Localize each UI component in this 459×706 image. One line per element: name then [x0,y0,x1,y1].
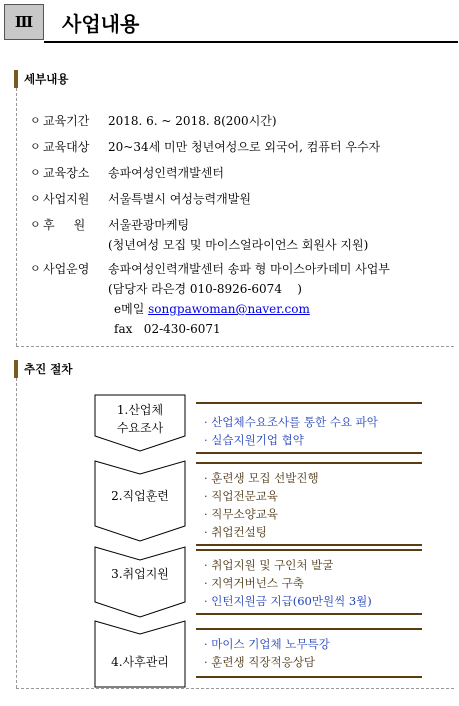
step-title: 3.취업지원 [111,567,169,581]
step-item: · 실습지원기업 협약 [204,433,304,447]
detail-row [26,138,451,164]
details-frame-left [16,88,18,346]
details-heading-bar [14,70,18,88]
step-box [196,462,422,546]
step-title: 4.사후관리 [111,655,169,669]
step-item: · 산업체수요조사를 통한 수요 파악 [204,415,378,429]
bullet-icon: ㅇ [30,114,41,127]
email-line [114,300,310,318]
step-title: 1.산업체 [116,403,164,417]
step-item: · 직무소양교육 [204,507,278,521]
step-item: · 직업전문교육 [204,489,278,503]
detail-label: 사업지원 [43,192,90,206]
detail-continuation: (담당자 라은경 010-8926-6074 ) [108,282,302,296]
detail-value: 서울관광마케팅 [108,218,190,232]
procedure-heading-bar [14,360,18,378]
step-box [196,628,422,678]
procedure-heading: 추진 절차 [24,362,73,376]
details-heading: 세부내용 [24,72,69,86]
detail-value: 서울특별시 여성능력개발원 [108,192,251,206]
detail-row [26,190,451,216]
step-item: · 취업컨설팅 [204,525,267,539]
email-link[interactable]: songpawoman@naver.com [148,302,310,316]
procedure-frame-bottom [16,688,454,690]
detail-value: 20~34세 미만 청년여성으로 외국어, 컴퓨터 우수자 [108,140,381,154]
step-item: · 마이스 기업체 노무특강 [204,637,330,651]
detail-label: 사업운영 [43,262,90,276]
step-chevron [94,460,186,542]
step-box [196,402,422,454]
step-chevron [94,620,186,688]
step-item: · 취업지원 및 구인처 발굴 [204,558,334,572]
detail-row [26,112,451,138]
section-header [4,4,456,40]
details-list [26,112,451,340]
email-label: e메일 [114,302,145,316]
section-title: 사업내용 [62,12,140,36]
section-underline [44,41,458,43]
step-item: · 지역거버넌스 구축 [204,576,304,590]
detail-row [26,260,451,340]
procedure-frame-left [16,378,18,688]
step-title: 2.직업훈련 [111,489,169,503]
step-item: · 훈련생 모집 선발진행 [204,471,319,485]
step-title-line2: 수요조사 [116,421,164,435]
detail-label: 교육기간 [43,114,90,128]
step-chevron [94,546,186,618]
bullet-icon: ㅇ [30,192,41,205]
fax-line: fax 02-430-6071 [114,322,221,336]
bullet-icon: ㅇ [30,166,41,179]
detail-label: 교육장소 [43,166,90,180]
detail-value: 2018. 6. ~ 2018. 8(200시간) [108,114,277,128]
detail-row [26,164,451,190]
step-box [196,549,422,615]
detail-value: 송파여성인력개발센터 [108,166,224,180]
detail-label: 후 원 [43,218,86,232]
bullet-icon: ㅇ [30,140,41,153]
detail-continuation: (청년여성 모집 및 마이스얼라이언스 회원사 지원) [108,238,369,252]
bullet-icon: ㅇ [30,262,41,275]
details-frame-bottom [16,346,454,348]
detail-value: 송파여성인력개발센터 송파 형 마이스아카데미 사업부 [108,262,390,276]
bullet-icon: ㅇ [30,218,41,231]
step-item: · 훈련생 직장적응상담 [204,655,315,669]
section-number: Ⅲ [4,4,44,40]
step-chevron [94,394,186,452]
detail-label: 교육대상 [43,140,90,154]
detail-row [26,216,451,260]
step-item: · 인턴지원금 지급(60만원씩 3월) [204,594,372,608]
